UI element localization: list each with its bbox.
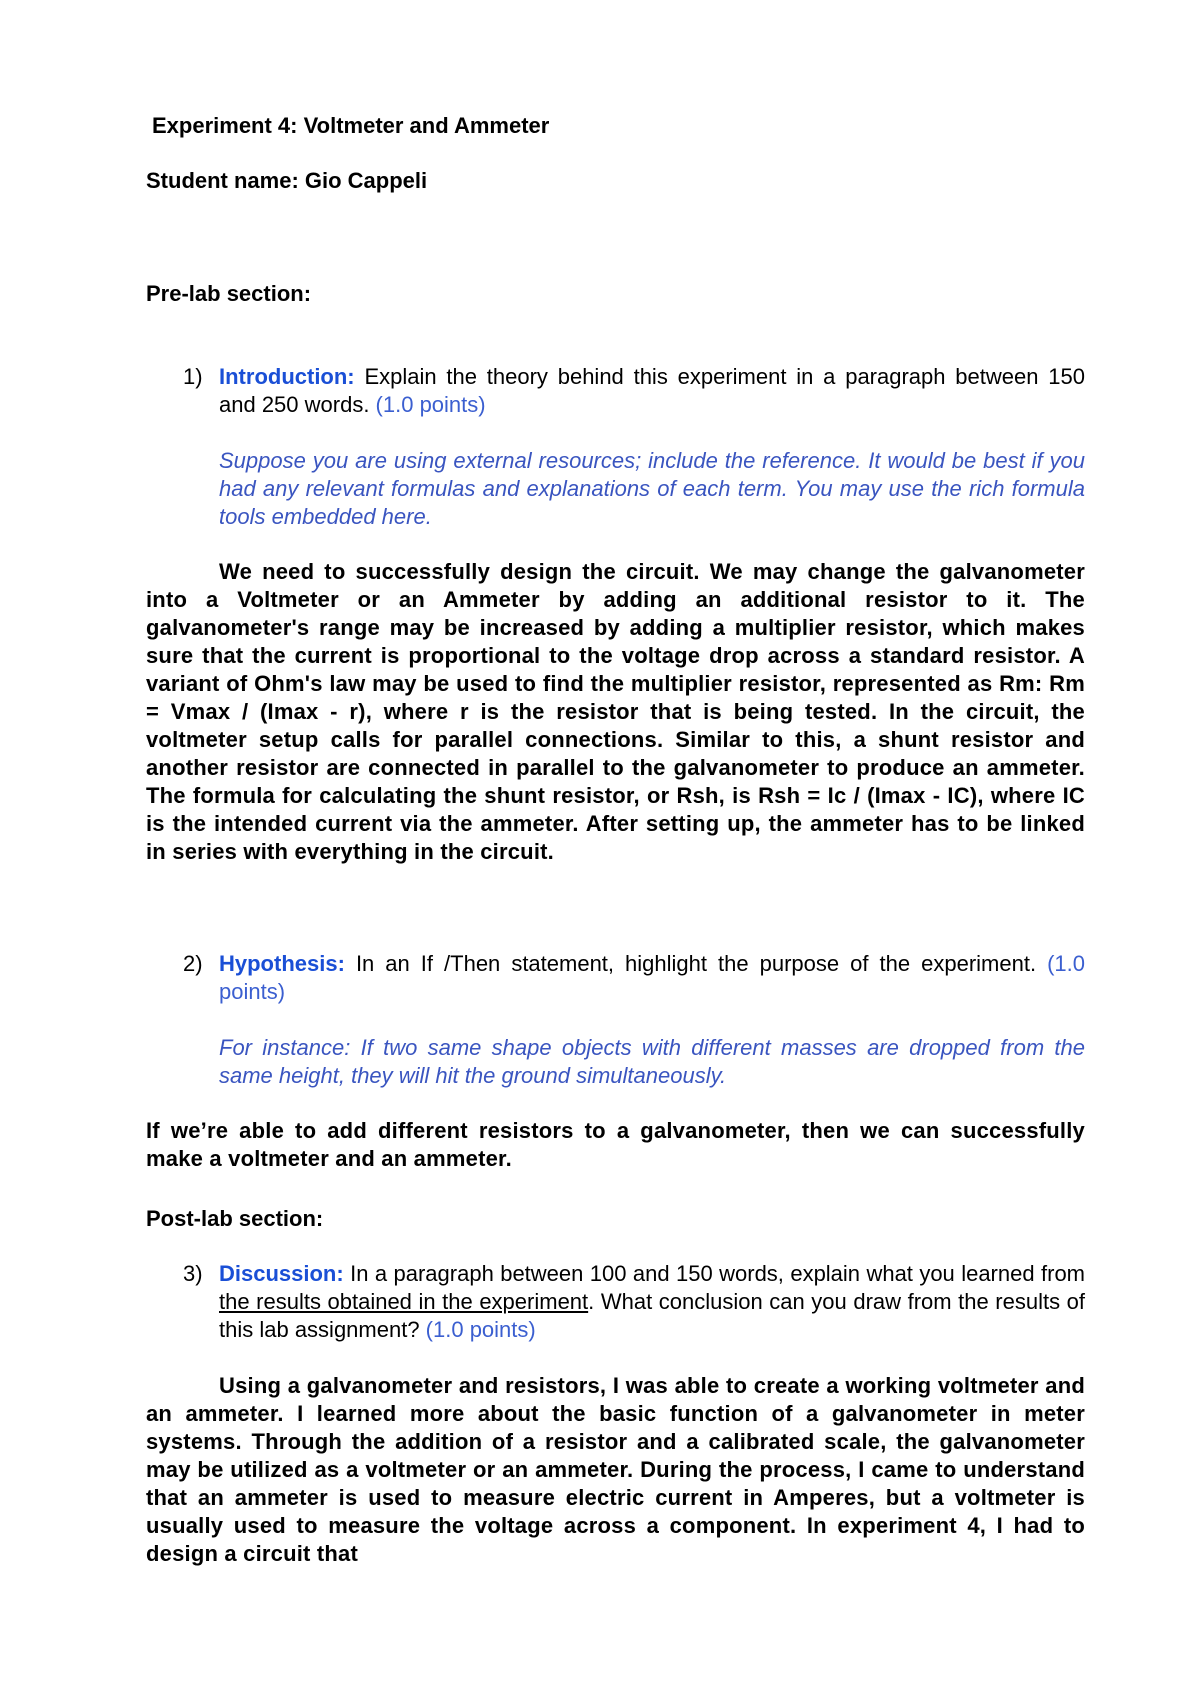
- question-2-answer: If we’re able to add different resistors to a galvanometer, then we can successfully make a voltmeter and an ammeter.: [146, 1118, 1085, 1171]
- question-3-prompt: [219, 1260, 1085, 1344]
- question-1-prompt: [219, 363, 1085, 419]
- question-3-answer-text: Using a galvanometer and resistors, I was able to create a working voltmeter and an ammeter. I learned more about the basic function of a galvanometer in meter systems. Through the addition of a resistor and a calibrated scale, the galvanometer may be utilized as a voltmeter or an ammeter. During the process, I came to understand that an ammeter is used to measure electric current in Amperes, but a voltmeter is usually used to measure the voltage across a component. In experiment 4, I had to design a circuit that: [146, 1373, 1085, 1566]
- question-1-answer-text: We need to successfully design the circuit. We may change the galvanometer into a Voltmeter or an Ammeter by adding an additional resistor to it. The galvanometer's range may be increased by adding a multiplier resistor, which makes sure that the current is proportional to the voltage drop across a standard resistor. A variant of Ohm's law may be used to find the multiplier resistor, represented as Rm: Rm = Vmax / (Imax - r), where r is the resistor that is being tested. In the circuit, the voltmeter setup calls for parallel connections. Similar to this, a shunt resistor and another resistor are connected in parallel to the galvanometer to produce an ammeter. The formula for calculating the shunt resistor, or Rsh, is Rsh = Ic / (Imax - IC), where IC is the intended current via the ammeter. After setting up, the ammeter has to be linked in series with everything in the circuit.: [146, 559, 1085, 864]
- question-2-label: Hypothesis:: [219, 951, 345, 976]
- question-3-text-after: . What conclusion can you draw from the results of this lab assignment?: [219, 1289, 1086, 1342]
- document-title: Experiment 4: Voltmeter and Ammeter: [152, 113, 550, 138]
- question-3-points: (1.0 points): [425, 1317, 536, 1342]
- question-3-label: Discussion:: [219, 1261, 344, 1286]
- student-name: Student name: Gio Cappeli: [146, 168, 428, 193]
- question-1-points: (1.0 points): [375, 392, 486, 417]
- question-1-label: Introduction:: [219, 364, 355, 389]
- question-3-text-before: In a paragraph between 100 and 150 words, explain what you learned from: [343, 1261, 1085, 1286]
- postlab-heading: Post-lab section:: [146, 1206, 324, 1231]
- question-2-text: In an If /Then statement, highlight the purpose of the experiment.: [344, 951, 1048, 976]
- question-2-number: 2): [183, 951, 203, 976]
- question-1-answer: [146, 558, 1085, 866]
- question-3-answer: [146, 1372, 1085, 1568]
- question-2-prompt: [219, 950, 1085, 1006]
- prelab-heading: Pre-lab section:: [146, 281, 312, 306]
- question-2-instruction: For instance: If two same shape objects with different masses are dropped from the same height, they will hit the ground simultaneously.: [219, 1035, 1085, 1088]
- question-2-points: (1.0 points): [219, 951, 1085, 1004]
- question-1-text: Explain the theory behind this experiment in a paragraph between 150 and 250 words.: [219, 364, 1085, 417]
- question-1-instruction: Suppose you are using external resources; include the reference. It would be best if you had any relevant formulas and explanations of each term. You may use the rich formula tools embedded here.: [219, 448, 1085, 529]
- question-3-underlined-text: the results obtained in the experiment: [219, 1289, 589, 1314]
- question-1-number: 1): [183, 364, 203, 389]
- question-3-number: 3): [183, 1261, 203, 1286]
